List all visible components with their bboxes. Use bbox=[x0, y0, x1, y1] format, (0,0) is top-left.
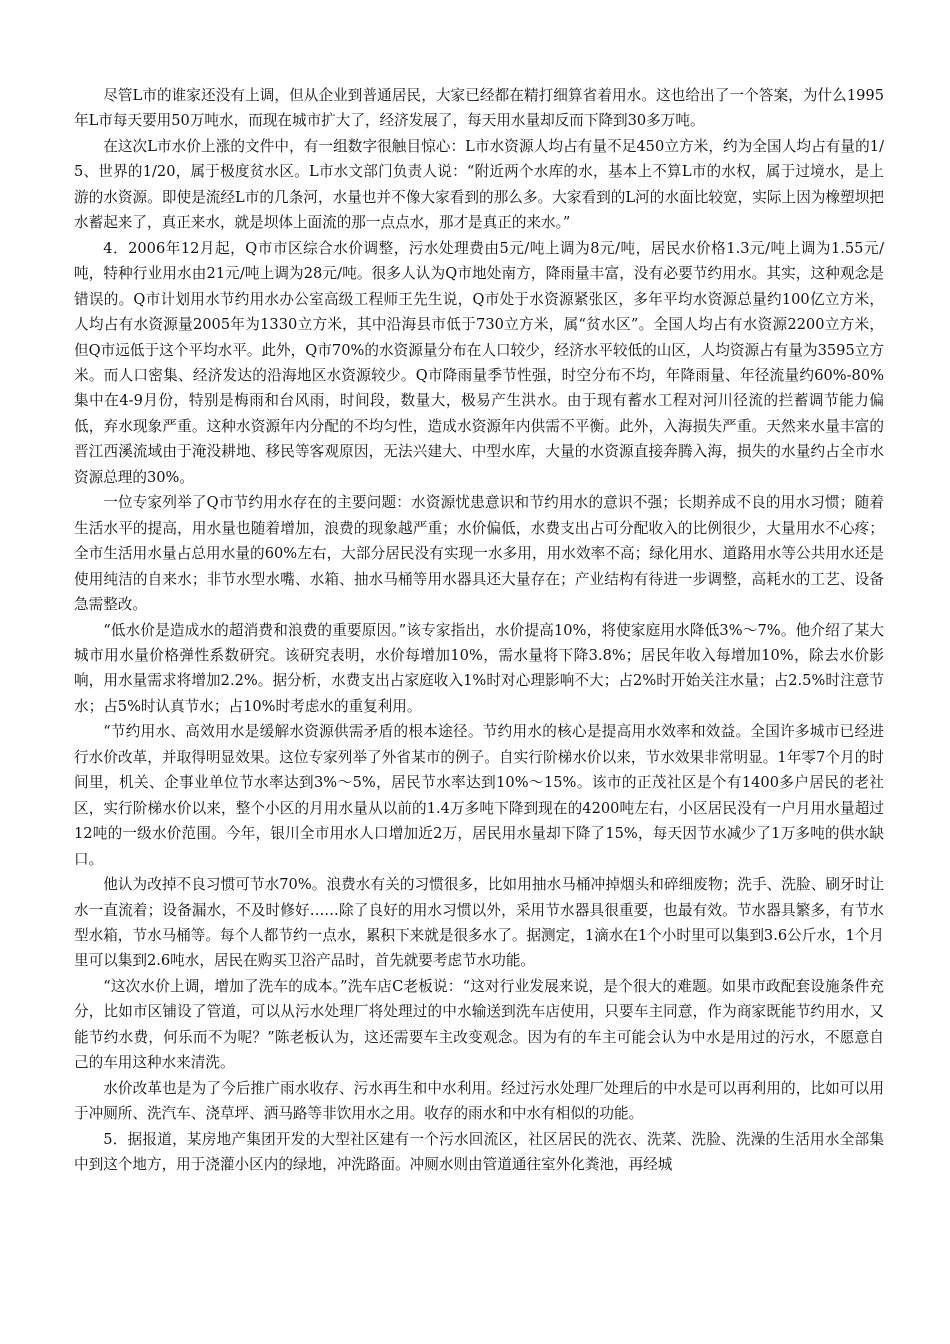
paragraph-5: “低水价是造成水的超消费和浪费的重要原因。”该专家指出，水价提高10%，将使家庭用水降低3%～7%。他介绍了某大城市用水量价格弹性系数研究。该研究表明，水价每增加10%，需水量将下降3.8%；居民年收入每增加10%，除去水价影响，用水量需求将增加2.2%。据分析，水费支出占家庭收入1%时对心理影响不大；占2%时开始关注水量；占2.5%时注意节水；占5%时认真节水；占10%时考虑水的重复利用。 bbox=[74, 621, 884, 715]
paragraph-4: 一位专家列举了Q市节约用水存在的主要问题：水资源忧患意识和节约用水的意识不强；长期养成不良的用水习惯；随着生活水平的提高，用水量也随着增加，浪费的现象越严重；水价偏低，水费支出占可分配收入的比例很少，大量用水不心疼；全市生活用水量占总用水量的60%左右，大部分居民没有实现一水多用，用水效率不高；绿化用水、道路用水等公共用水还是使用纯洁的自来水；非节水型水嘴、水箱、抽水马桶等用水器具还大量存在；产业结构有待进一步调整，高耗水的工艺、设备急需整改。 bbox=[74, 494, 884, 614]
paragraph-1: 尽管L市的谁家还没有上调，但从企业到普通居民，大家已经都在精打细算省着用水。这也给出了一个答案，为什么1995年L市每天要用50万吨水，而现在城市扩大了，经济发展了，每天用水量却反而下降到30多万吨。 bbox=[74, 87, 884, 130]
paragraph-3: 4．2006年12月起，Q市市区综合水价调整，污水处理费由5元/吨上调为8元/吨，居民水价格1.3元/吨上调为1.55元/吨，特种行业用水由21元/吨上调为28元/吨。很多人认为Q市地处南方，降雨量丰富，没有必要节约用水。其实，这种观念是错误的。Q市计划用水节约用水办公室高级工程师王先生说，Q市处于水资源紧张区，多年平均水资源总量约100亿立方米，人均占有水资源量2005年为1330立方米，其中沿海县市低于730立方米，属“贫水区”。全国人均占有水资源2200立方米，但Q市远低于这个平均水平。此外，Q市70%的水资源量分布在人口较少，经济水平较低的山区，人均资源占有量为3595立方米。而人口密集、经济发达的沿海地区水资源较少。Q市降雨量季节性强，时空分布不均，年降雨量、年径流量约60%-80%集中在4-9月份，特别是梅雨和台风雨，时间段，数量大，极易产生洪水。由于现有蓄水工程对河川径流的拦蓄调节能力偏低，弃水现象严重。这种水资源年内分配的不均匀性，造成水资源年内供需不平衡。此外，入海损失严重。天然来水量丰富的晋江西溪流域由于淹没耕地、移民等客观原因，无法兴建大、中型水库，大量的水资源直接奔腾入海，损失的水量约占全市水资源总理的30%。 bbox=[74, 239, 884, 486]
paragraph-8: “这次水价上调，增加了洗车的成本。”洗车店C老板说：“这对行业发展来说，是个很大的难题。如果市政配套设施条件充分，比如市区铺设了管道，可以从污水处理厂将处理过的中水输送到洗车店使用，只要车主同意，作为商家既能节约用水，又能节约水费，何乐而不为呢？”陈老板认为，这还需要车主改变观念。因为有的车主可能会认为中水是用过的污水，不愿意自己的车用这种水来清洗。 bbox=[74, 977, 884, 1072]
paragraph-7: 他认为改掉不良习惯可节水70%。浪费水有关的习惯很多，比如用抽水马桶冲掉烟头和碎细废物；洗手、洗脸、刷牙时让水一直流着；设备漏水，不及时修好……除了良好的用水习惯以外，采用节水器具很重要，也最有效。节水器具繁多，有节水型水箱，节水马桶等。每个人都节约一点水，累积下来就是很多水了。据测定，1滴水在1个小时里可以集到3.6公斤水，1个月里可以集到2.6吨水，居民在购买卫浴产品时，首先就要考虑节水功能。 bbox=[74, 876, 884, 970]
paragraph-2: 在这次L市水价上涨的文件中，有一组数字很触目惊心：L市水资源人均占有量不足450立方米，约为全国人均占有量的1/5、世界的1/20，属于极度贫水区。L市水文部门负责人说：“附近两个水库的水，基本上不算L市的水权，属于过境水，是上游的水资源。即使是流经L市的几条河，水量也并不像大家看到的那么多。大家看到的L河的水面比较宽，实际上因为橡塑坝把水蓄起来了，真正来水，就是坝体上面流的那一点点水，那才是真正的来水。” bbox=[74, 137, 884, 232]
paragraph-10: 5．据报道，某房地产集团开发的大型社区建有一个污水回流区，社区居民的洗衣、洗菜、洗脸、洗澡的生活用水全部集中到这个地方，用于浇灌小区内的绿地，冲洗路面。冲厕水则由管道通往室外化粪池，再经城 bbox=[74, 1130, 884, 1174]
paragraph-9: 水价改革也是为了今后推广雨水收存、污水再生和中水利用。经过污水处理厂处理后的中水是可以再利用的，比如可以用于冲厕所、洗汽车、浇草坪、洒马路等非饮用水之用。收存的雨水和中水有相似的功能。 bbox=[74, 1079, 884, 1123]
paragraph-6: “节约用水、高效用水是缓解水资源供需矛盾的根本途径。节约用水的核心是提高用水效率和效益。全国许多城市已经进行水价改革，并取得明显效果。这位专家列举了外省某市的例子。自实行阶梯水价以来，节水效果非常明显。1年零7个月的时间里，机关、企事业单位节水率达到3%～5%，居民节水率达到10%～15%。该市的正茂社区是个有1400多户居民的老社区，实行阶梯水价以来，整个小区的月用水量从以前的1.4万多吨下降到现在的4200吨左右，小区居民没有一户月用水量超过12吨的一级水价范围。今年，银川全市用水人口增加近2万，居民用水量却下降了15%，每天因节水减少了1万多吨的供水缺口。 bbox=[74, 723, 884, 868]
